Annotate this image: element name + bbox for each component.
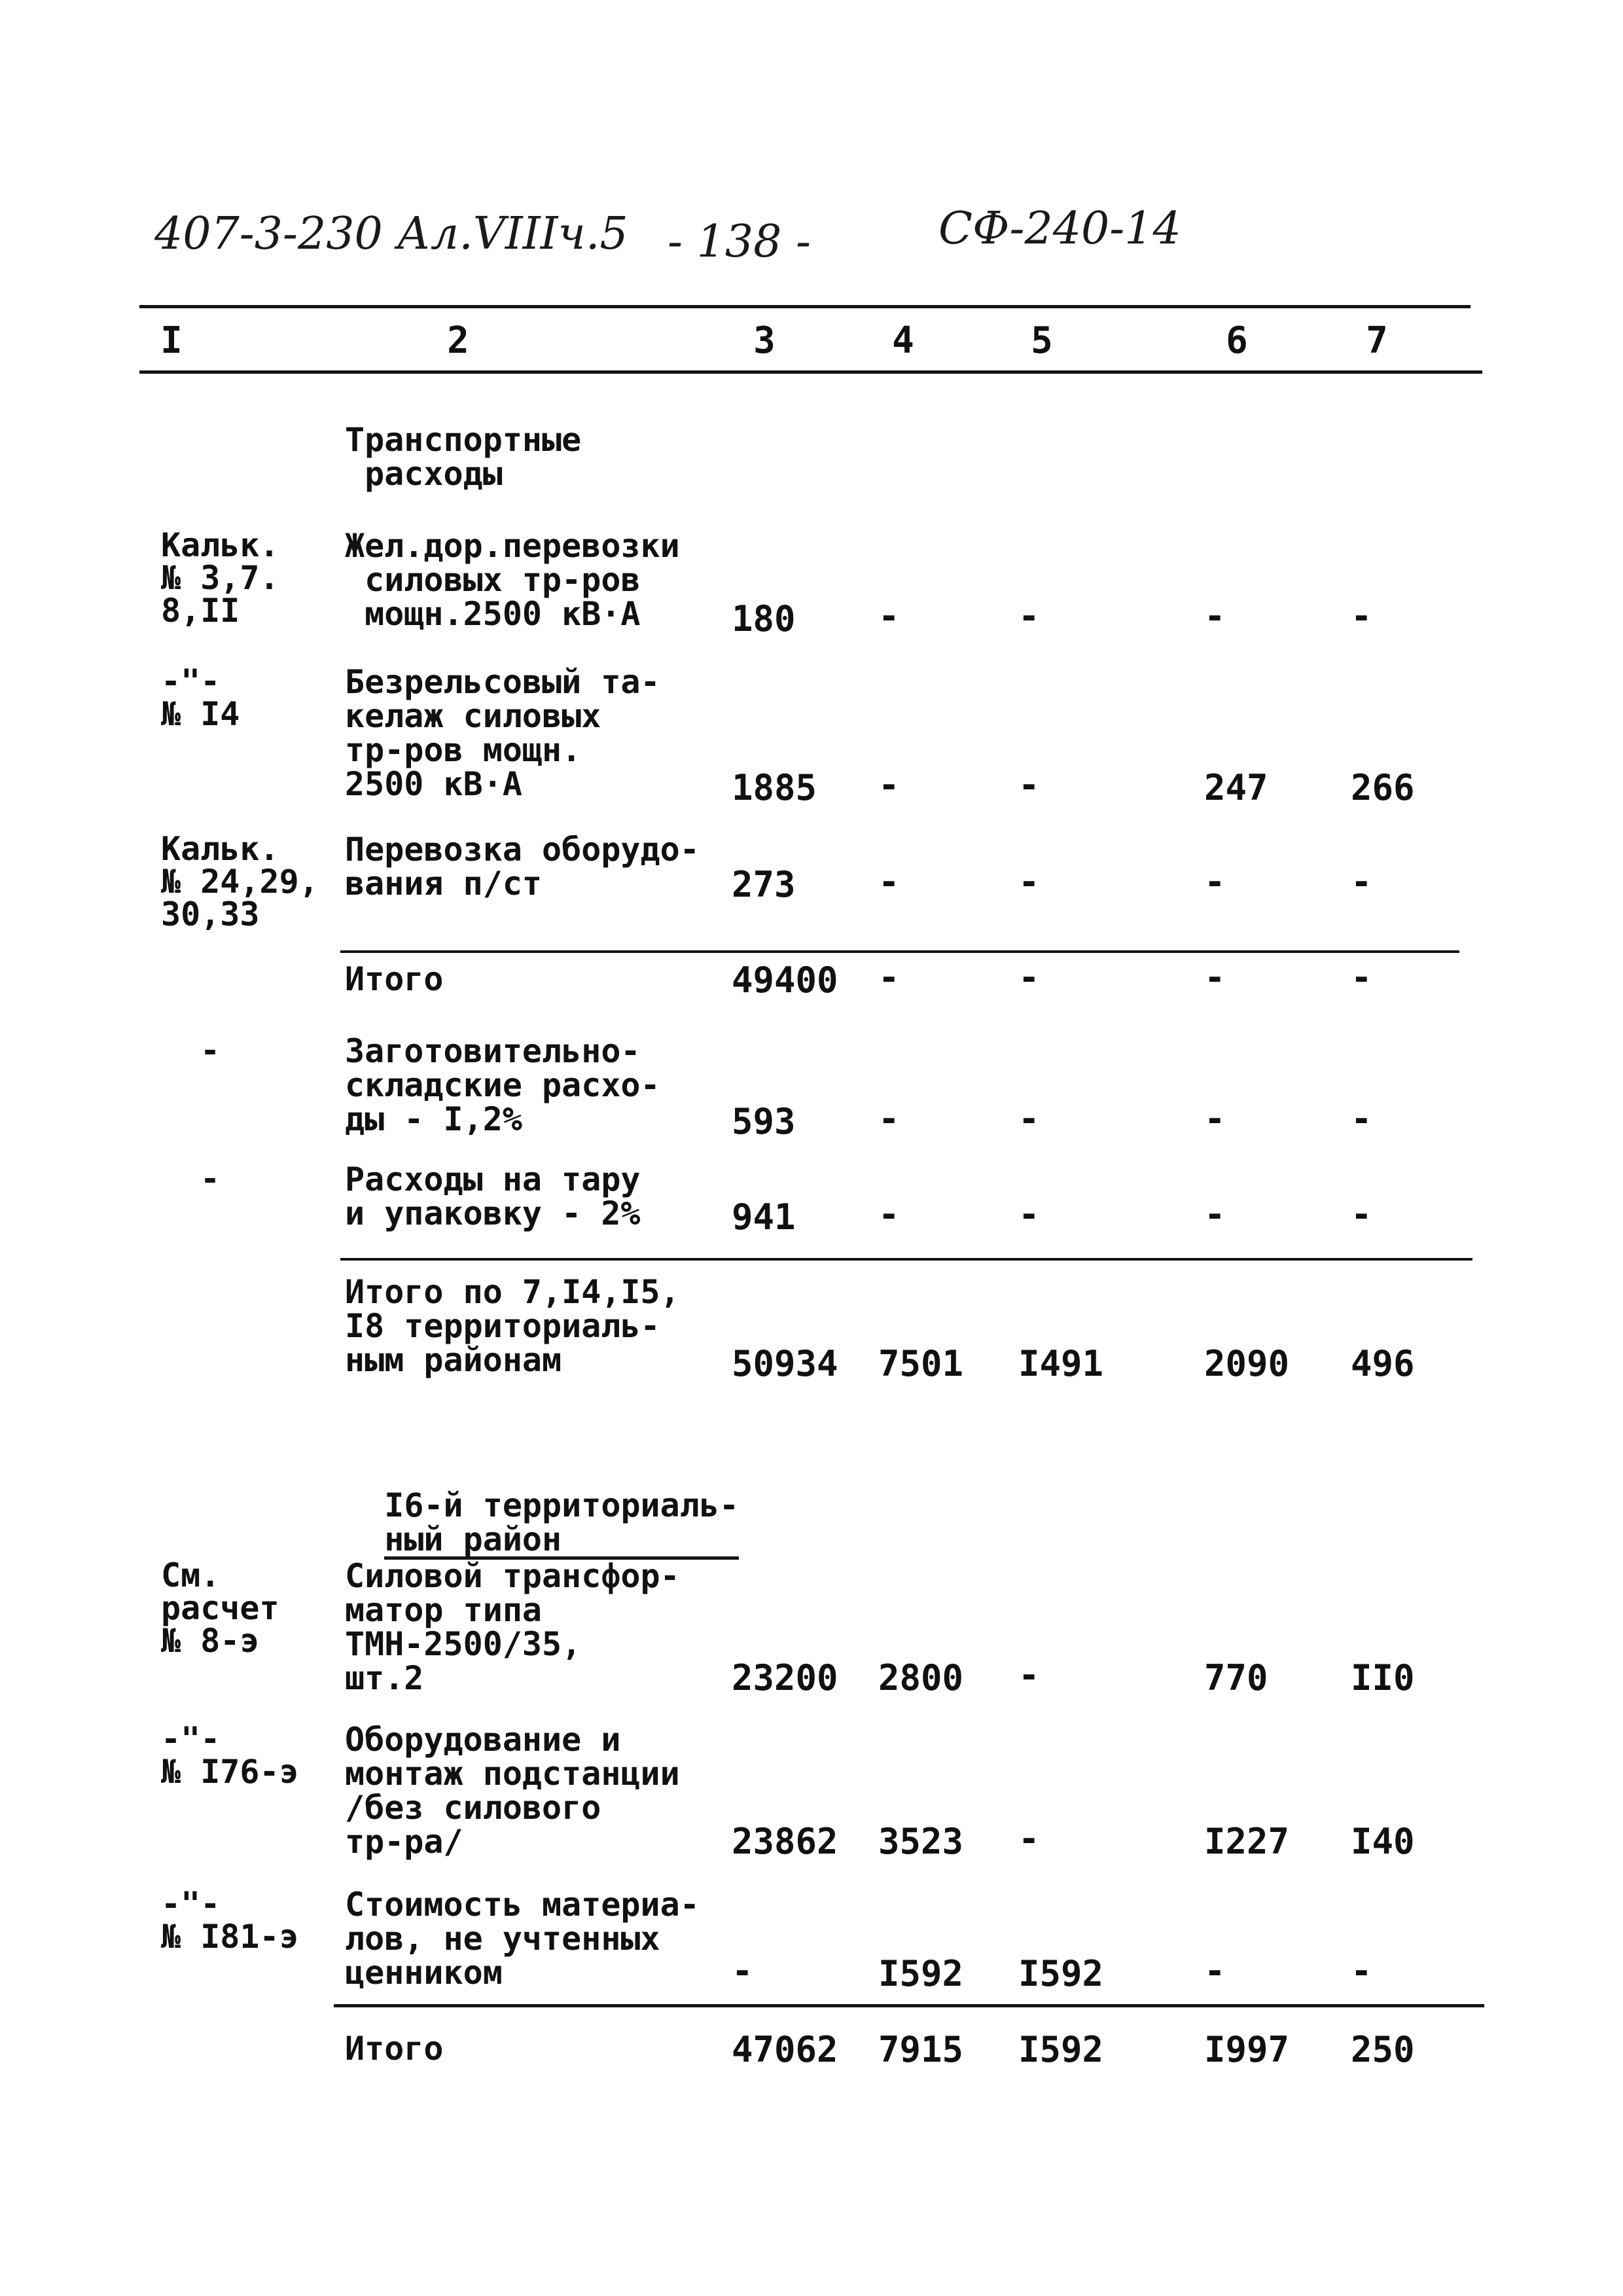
cell-col4: 7915 [878, 2029, 964, 2070]
cell-col4: 7501 [878, 1343, 964, 1384]
cell-col7: - [1351, 861, 1372, 903]
total-rule [334, 2004, 1484, 2007]
cell-col4: - [878, 1194, 900, 1235]
row-description: Перевозка оборудо- вания п/ст [345, 831, 700, 903]
cell-col5: I491 [1018, 1343, 1104, 1384]
cell-col6: 247 [1204, 767, 1268, 808]
row-description: Заготовительно- складские расхо- ды - I,2% [345, 1032, 660, 1138]
cell-col4: 2800 [878, 1657, 964, 1698]
row-reference: - [200, 1031, 221, 1069]
cell-col5: - [1018, 1818, 1040, 1859]
row-reference: Кальк. № 24,29, 30,33 [161, 830, 319, 933]
cell-col7: - [1351, 1098, 1372, 1139]
row-description: Расходы на тару и упаковку - 2% [345, 1160, 641, 1232]
cell-col7: 496 [1351, 1343, 1415, 1384]
cell-col5: - [1018, 764, 1040, 806]
cell-col5: - [1018, 1098, 1040, 1139]
cell-col6: - [1204, 861, 1226, 903]
page-number: - 138 - [668, 216, 811, 268]
row-reference: -"- № I76-э [161, 1720, 299, 1791]
section-heading-text: I6-й территориаль- ный район [384, 1486, 740, 1558]
row-description: Оборудование и монтаж подстанции /без силового тр-ра/ [345, 1721, 680, 1861]
cell-col6: 2090 [1204, 1343, 1290, 1384]
cell-col3: 47062 [732, 2029, 838, 2070]
row-description: Безрельсовый та- келаж силовых тр-ров мощн. 2500 кВ·А [345, 663, 660, 803]
cell-col6: - [1204, 596, 1226, 637]
column-header-7: 7 [1366, 319, 1388, 362]
column-header-5: 5 [1031, 319, 1053, 362]
cell-col6: I997 [1204, 2029, 1290, 2070]
cell-col6: 770 [1204, 1657, 1268, 1698]
row-reference: -"- № I4 [161, 662, 240, 733]
row-reference: См. расчет № 8-э [161, 1556, 279, 1660]
header-bottom-rule [139, 370, 1482, 374]
cell-col3: 1885 [732, 767, 817, 808]
column-header-2: 2 [447, 319, 469, 362]
row-description: Жел.дор.перевозки силовых тр-ров мощн.2500 кВ·А [345, 527, 680, 633]
cell-col7: I40 [1351, 1821, 1415, 1862]
column-header-4: 4 [892, 319, 914, 362]
cell-col3: 23200 [732, 1657, 838, 1698]
row-description: Силовой трансфор- матор типа ТМН-2500/35, шт.2 [345, 1557, 680, 1697]
cell-col3: 941 [732, 1196, 796, 1238]
cell-col6: - [1204, 1098, 1226, 1139]
row-description: Итого по 7,I4,I5, I8 территориаль- ным районам [345, 1273, 680, 1379]
cell-col7: - [1351, 1194, 1372, 1235]
cell-col7: - [1351, 596, 1372, 637]
subtotal-rule [340, 950, 1459, 953]
column-header-3: 3 [753, 319, 776, 362]
subtotal-rule [340, 1258, 1472, 1261]
column-header-1: I [160, 319, 183, 362]
cell-col5: - [1018, 596, 1040, 637]
cell-col4: - [878, 764, 900, 806]
row-reference: - [200, 1160, 221, 1198]
cell-col3: 49400 [732, 960, 838, 1001]
column-header-6: 6 [1226, 319, 1248, 362]
cell-col6: - [1204, 957, 1226, 998]
cell-col4: - [878, 957, 900, 998]
table-top-rule [139, 305, 1471, 308]
row-reference: Кальк. № 3,7. 8,II [161, 526, 279, 630]
row-description: Стоимость материа- лов, не учтенных ценником [345, 1886, 700, 1992]
section-heading-transport: Транспортные расходы [345, 421, 582, 493]
cell-col7: 266 [1351, 767, 1415, 808]
cell-col5: - [1018, 1655, 1040, 1696]
section-heading-district-16 [345, 1454, 739, 1560]
cell-col7: II0 [1351, 1657, 1415, 1698]
cell-col7: - [1351, 1950, 1372, 1992]
cell-col3: 50934 [732, 1343, 838, 1384]
cell-col6: - [1204, 1194, 1226, 1235]
document-code: 407-3-230 Ал.VIIIч.5 [154, 208, 628, 260]
cell-col4: - [878, 861, 900, 903]
cell-col5: - [1018, 1194, 1040, 1235]
cell-col5: I592 [1018, 2029, 1104, 2070]
cell-col5: - [1018, 957, 1040, 998]
row-description: Итого [345, 2030, 444, 2068]
cell-col6: - [1204, 1950, 1226, 1992]
sheet-code: СФ-240-14 [938, 203, 1181, 255]
cell-col3: 593 [732, 1101, 796, 1142]
row-reference: -"- № I81-э [161, 1885, 299, 1956]
cell-col5: - [1018, 861, 1040, 903]
cell-col7: 250 [1351, 2029, 1415, 2070]
cell-col7: - [1351, 957, 1372, 998]
cell-col3: - [732, 1950, 753, 1992]
cell-col3: 273 [732, 864, 796, 905]
cell-col3: 23862 [732, 1821, 838, 1862]
row-description: Итого [345, 960, 444, 998]
cell-col3: 180 [732, 598, 796, 639]
cell-col4: I592 [878, 1953, 964, 1994]
cell-col5: I592 [1018, 1953, 1104, 1994]
cell-col4: 3523 [878, 1821, 964, 1862]
cell-col6: I227 [1204, 1821, 1290, 1862]
cell-col4: - [878, 596, 900, 637]
cell-col4: - [878, 1098, 900, 1139]
